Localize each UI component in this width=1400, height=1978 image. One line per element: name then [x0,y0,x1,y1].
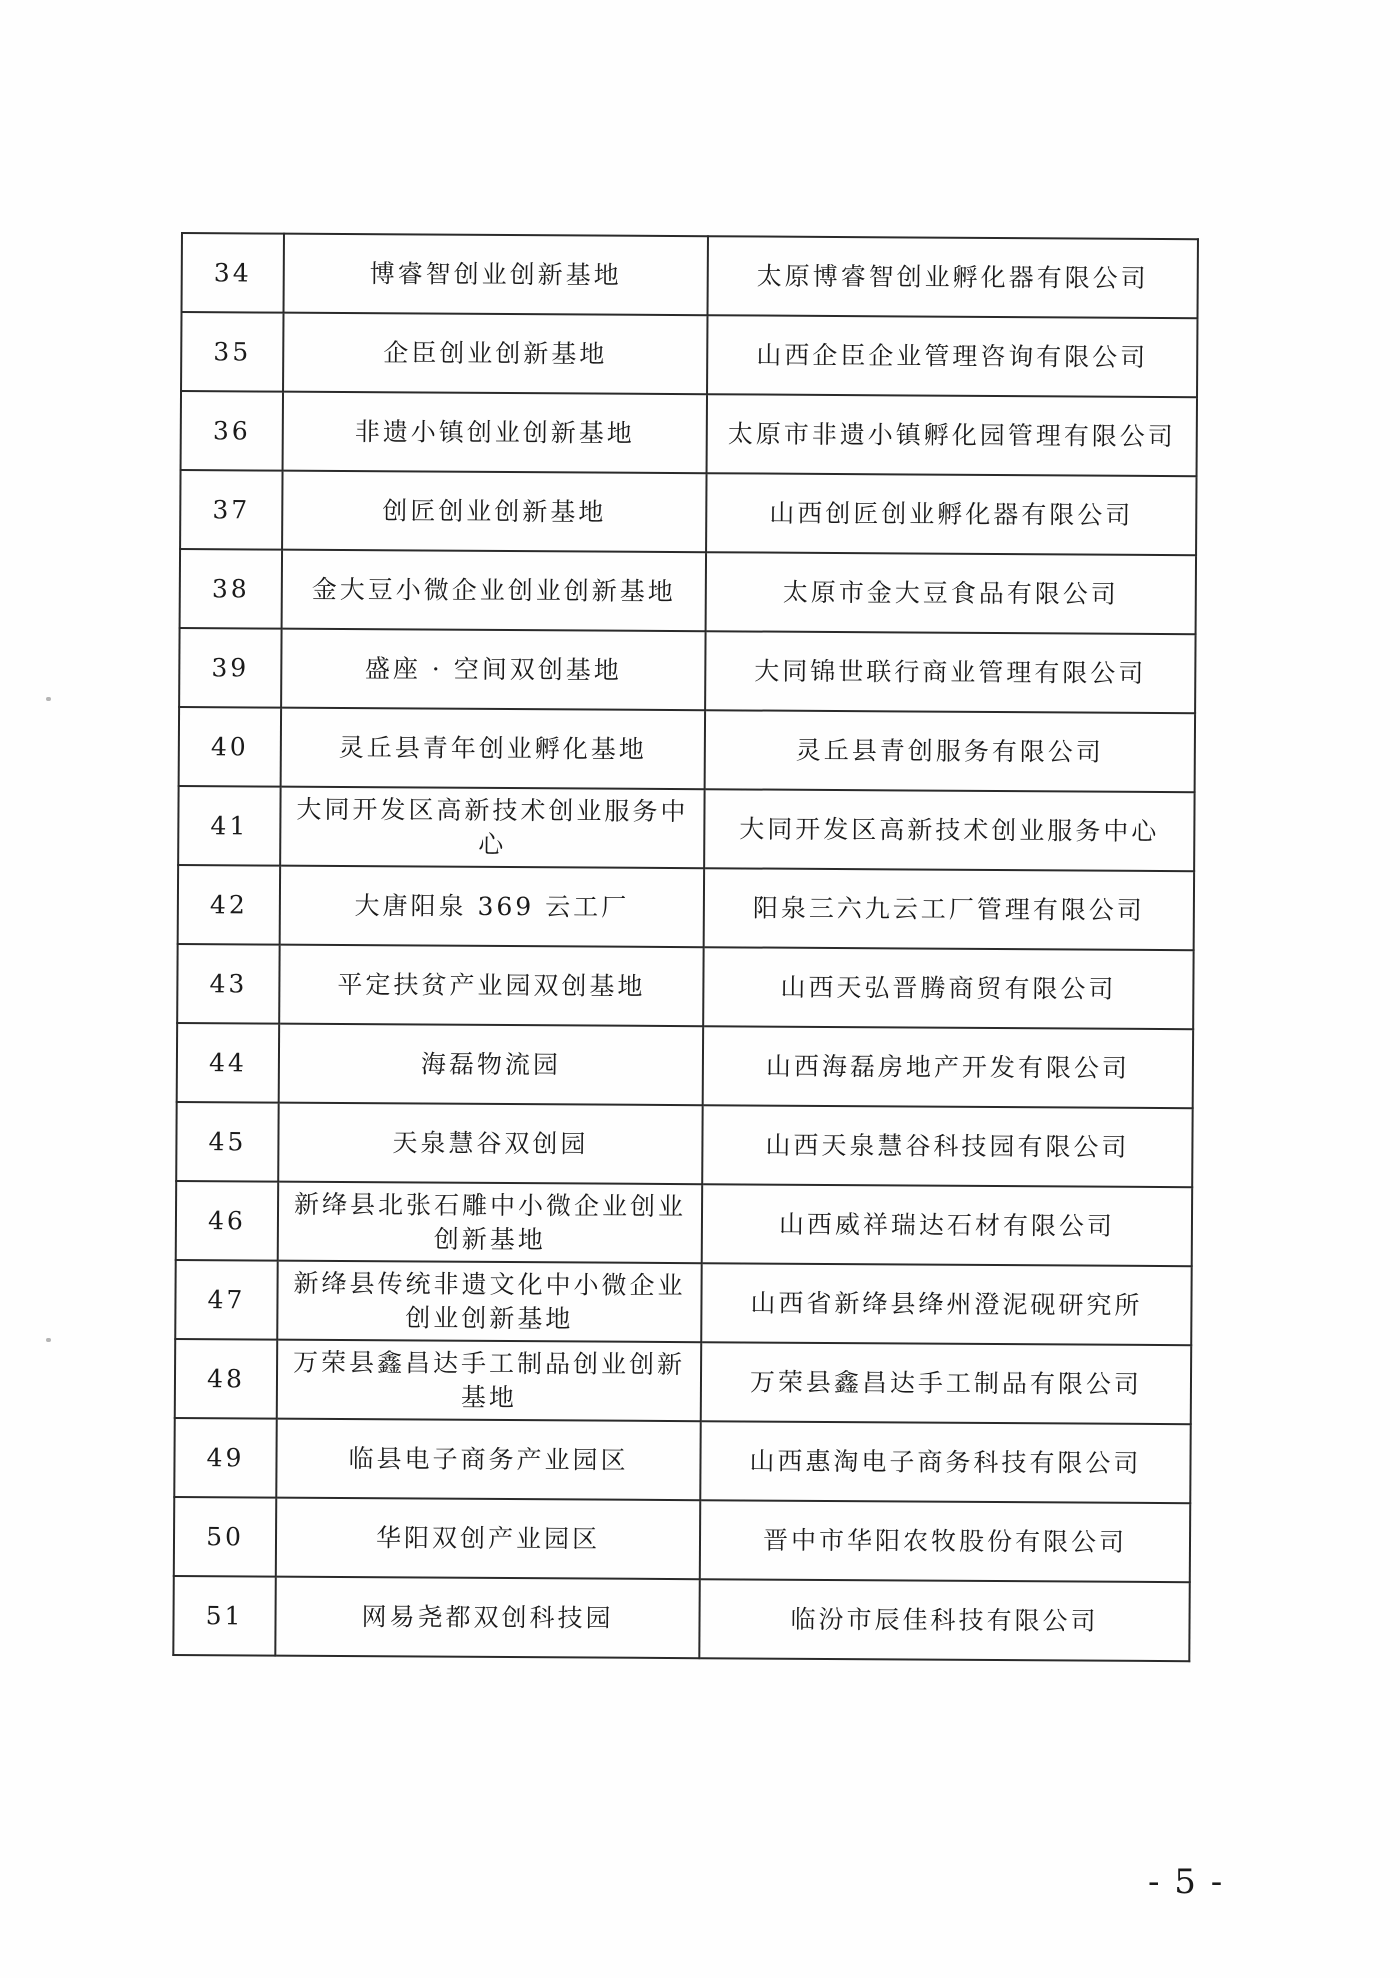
row-number-cell: 45 [176,1102,278,1182]
base-name-cell: 企臣创业创新基地 [283,313,707,395]
table-row [179,628,1195,713]
row-number-cell: 39 [179,628,281,708]
operator-cell: 山西威祥瑞达石材有限公司 [702,1184,1192,1266]
base-name-cell: 博睿智创业创新基地 [284,234,708,316]
operator-cell: 太原博睿智创业孵化器有限公司 [708,236,1198,318]
operator-cell: 山西天泉慧谷科技园有限公司 [702,1105,1192,1187]
operator-cell: 山西海磊房地产开发有限公司 [703,1026,1193,1108]
table-row [175,1339,1191,1424]
row-number-cell: 50 [174,1497,276,1577]
row-number-cell: 43 [177,944,279,1024]
table-row [178,786,1194,871]
base-name-cell: 天泉慧谷双创园 [278,1103,702,1185]
base-name-cell: 金大豆小微企业创业创新基地 [282,550,706,632]
base-name-cell: 创匠创业创新基地 [282,471,706,553]
row-number-cell: 40 [179,707,281,787]
table-row [175,1260,1191,1345]
table-row [174,1418,1190,1503]
row-number-cell: 38 [180,549,282,629]
table-row [177,944,1193,1029]
page-number: - 5 - [1148,1862,1225,1902]
base-name-cell: 灵丘县青年创业孵化基地 [281,708,705,790]
row-number-cell: 41 [178,786,280,866]
operator-cell: 灵丘县青创服务有限公司 [705,710,1195,792]
table-row [177,1023,1193,1108]
base-name-cell: 临县电子商务产业园区 [276,1419,700,1501]
base-name-cell: 大唐阳泉 369 云工厂 [280,866,704,948]
row-number-cell: 34 [182,233,284,313]
operator-cell: 大同开发区高新技术创业服务中心 [704,789,1194,871]
table-row [173,1576,1189,1661]
table-row [178,865,1194,950]
operator-cell: 山西省新绛县绛州澄泥砚研究所 [701,1263,1191,1345]
base-name-cell: 盛座 · 空间双创基地 [281,629,705,711]
table-row [180,549,1196,634]
operator-cell: 临汾市辰佳科技有限公司 [699,1579,1189,1661]
base-name-cell: 网易尧都双创科技园 [275,1577,699,1659]
operator-cell: 山西创匠创业孵化器有限公司 [706,473,1196,555]
scan-speck [46,697,51,701]
operator-cell: 太原市金大豆食品有限公司 [706,552,1196,634]
scan-speck [46,1338,51,1342]
table-row [181,391,1197,476]
base-name-cell: 海磊物流园 [279,1024,703,1106]
table-row [176,1102,1192,1187]
table-row [180,470,1196,555]
row-number-cell: 44 [177,1023,279,1103]
row-number-cell: 47 [175,1260,277,1340]
base-name-cell: 新绛县传统非遗文化中小微企业创业创新基地 [277,1261,701,1343]
table-row [174,1497,1190,1582]
row-number-cell: 37 [180,470,282,550]
row-number-cell: 51 [173,1576,275,1656]
base-name-cell: 万荣县鑫昌达手工制品创业创新基地 [277,1340,701,1422]
base-name-cell: 华阳双创产业园区 [276,1498,700,1580]
operator-cell: 山西惠淘电子商务科技有限公司 [700,1421,1190,1503]
base-name-cell: 新绛县北张石雕中小微企业创业创新基地 [278,1182,702,1264]
row-number-cell: 49 [174,1418,276,1498]
base-name-cell: 平定扶贫产业园双创基地 [279,945,703,1027]
table-row [182,233,1198,318]
row-number-cell: 42 [178,865,280,945]
operator-cell: 太原市非遗小镇孵化园管理有限公司 [707,394,1197,476]
operator-cell: 万荣县鑫昌达手工制品有限公司 [701,1342,1191,1424]
operator-cell: 晋中市华阳农牧股份有限公司 [700,1500,1190,1582]
base-name-cell: 非遗小镇创业创新基地 [283,392,707,474]
row-number-cell: 46 [176,1181,278,1261]
row-number-cell: 48 [175,1339,277,1419]
table-row [179,707,1195,792]
table-row [181,312,1197,397]
operator-cell: 大同锦世联行商业管理有限公司 [705,631,1195,713]
operator-cell: 阳泉三六九云工厂管理有限公司 [704,868,1194,950]
table-body [173,233,1198,1661]
base-list-table [172,232,1199,1662]
operator-cell: 山西企臣企业管理咨询有限公司 [707,315,1197,397]
base-name-cell: 大同开发区高新技术创业服务中心 [280,787,704,869]
row-number-cell: 36 [181,391,283,471]
row-number-cell: 35 [181,312,283,392]
operator-cell: 山西天弘晋腾商贸有限公司 [703,947,1193,1029]
table-row [176,1181,1192,1266]
